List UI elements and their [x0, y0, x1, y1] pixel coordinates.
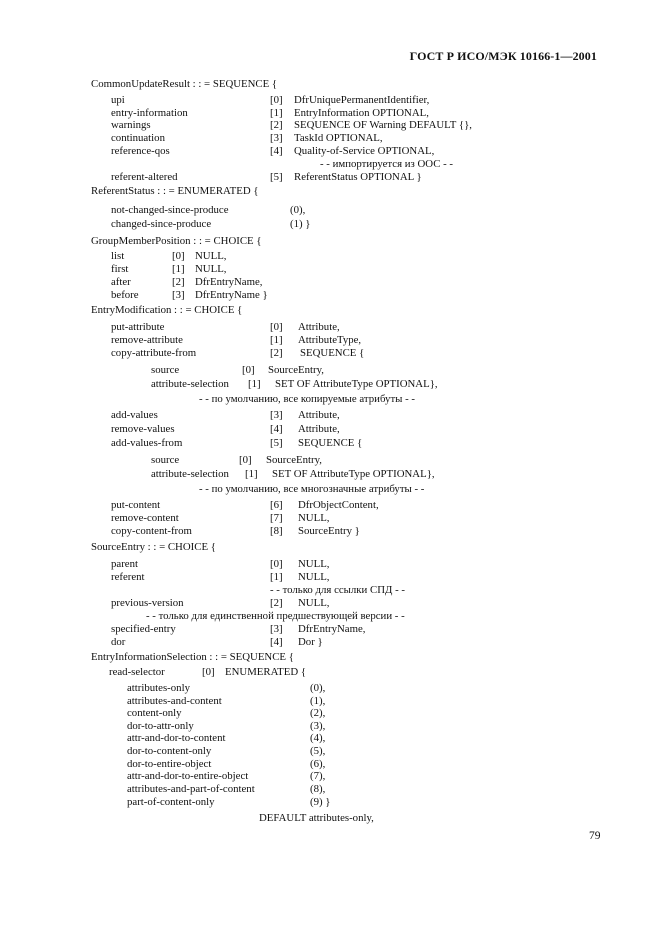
component-type: NULL,	[195, 263, 227, 275]
component-tag: [0]	[270, 321, 283, 333]
component-name: before	[111, 289, 139, 301]
component-tag: [5]	[270, 171, 283, 183]
component-type: EntryInformation OPTIONAL,	[294, 107, 429, 119]
enum-number: (0),	[290, 204, 306, 216]
asn1-comment: - - импортируется из ООС - -	[320, 158, 453, 170]
component-type: Attribute,	[298, 321, 340, 333]
enum-name: changed-since-produce	[111, 218, 212, 230]
enum-name: dor-to-content-only	[127, 745, 212, 757]
component-type: DfrUniquePermanentIdentifier,	[294, 94, 430, 106]
asn1-comment: - - только для ссылки СПД - -	[270, 584, 405, 596]
component-type: ReferentStatus OPTIONAL }	[294, 171, 422, 183]
page-header-standard-id: ГОСТ Р ИСО/МЭК 10166-1—2001	[409, 49, 597, 63]
component-line	[151, 454, 322, 467]
enum-value-line	[127, 745, 326, 758]
enum-name: attributes-only	[127, 682, 190, 694]
component-line	[111, 571, 330, 584]
component-name: source	[151, 364, 180, 376]
component-line	[111, 409, 340, 422]
component-type: SET OF AttributeType OPTIONAL},	[272, 468, 435, 480]
component-tag: [1]	[172, 263, 185, 275]
component-name: put-content	[111, 499, 161, 511]
component-tag: [2]	[270, 597, 283, 609]
component-line	[111, 145, 435, 158]
enum-value-line	[111, 218, 311, 231]
component-tag: [2]	[270, 119, 283, 131]
component-name: copy-content-from	[111, 525, 192, 537]
enum-name: attributes-and-part-of-content	[127, 783, 255, 795]
component-name: list	[111, 250, 125, 262]
component-line	[151, 378, 438, 391]
component-type: AttributeType,	[298, 334, 362, 346]
enum-number: (5),	[310, 745, 326, 757]
component-name: entry-information	[111, 107, 188, 119]
component-tag: [1]	[245, 468, 258, 480]
enum-name: dor-to-entire-object	[127, 758, 212, 770]
component-line	[111, 171, 422, 184]
component-line	[111, 437, 363, 450]
component-type: ENUMERATED {	[225, 666, 307, 678]
component-line	[111, 636, 323, 649]
enum-number: (7),	[310, 770, 326, 782]
component-name: remove-content	[111, 512, 179, 524]
component-name: copy-attribute-from	[111, 347, 197, 359]
component-tag: [5]	[270, 437, 283, 449]
enum-name: part-of-content-only	[127, 796, 215, 808]
component-tag: [3]	[270, 623, 283, 635]
component-name: specified-entry	[111, 623, 176, 635]
component-type: Dor }	[298, 636, 323, 648]
component-line	[151, 468, 435, 481]
enum-value-line	[127, 770, 326, 783]
enum-name: not-changed-since-produce	[111, 204, 229, 216]
component-name: put-attribute	[111, 321, 165, 333]
component-line	[111, 347, 365, 360]
component-type: NULL,	[298, 571, 330, 583]
component-line	[111, 423, 340, 436]
component-tag: [6]	[270, 499, 283, 511]
type-definition: EntryModification : : = CHOICE {	[91, 304, 243, 316]
component-type: Attribute,	[298, 409, 340, 421]
enum-number: (1),	[310, 695, 326, 707]
component-line	[111, 250, 227, 263]
component-tag: [0]	[270, 94, 283, 106]
component-line	[111, 597, 330, 610]
enum-number: (6),	[310, 758, 326, 770]
component-type: DfrEntryName,	[195, 276, 263, 288]
component-line	[111, 499, 379, 512]
component-line	[111, 525, 360, 538]
component-type: DfrObjectContent,	[298, 499, 379, 511]
component-tag: [7]	[270, 512, 283, 524]
component-tag: [0]	[242, 364, 255, 376]
enum-value-line	[127, 707, 326, 720]
component-tag: [4]	[270, 636, 283, 648]
component-type: SEQUENCE OF Warning DEFAULT {},	[294, 119, 472, 131]
enum-name: content-only	[127, 707, 182, 719]
component-type: TaskId OPTIONAL,	[294, 132, 383, 144]
component-name: attribute-selection	[151, 468, 229, 480]
enum-number: (9) }	[310, 796, 331, 808]
component-line	[109, 666, 307, 679]
component-type: SourceEntry,	[268, 364, 324, 376]
enum-number: (2),	[310, 707, 326, 719]
component-type: SET OF AttributeType OPTIONAL},	[275, 378, 438, 390]
component-name: upi	[111, 94, 125, 106]
component-tag: [2]	[270, 347, 283, 359]
component-type: SEQUENCE {	[298, 437, 363, 449]
type-definition: CommonUpdateResult : : = SEQUENCE {	[91, 78, 278, 90]
component-line	[111, 289, 268, 302]
component-line	[111, 132, 383, 145]
enum-name: dor-to-attr-only	[127, 720, 194, 732]
component-tag: [0]	[239, 454, 252, 466]
enum-name: attr-and-dor-to-entire-object	[127, 770, 249, 782]
component-tag: [1]	[248, 378, 261, 390]
component-line	[111, 94, 430, 107]
type-definition: GroupMemberPosition : : = CHOICE {	[91, 235, 262, 247]
default-clause: DEFAULT attributes-only,	[259, 812, 374, 824]
component-name: source	[151, 454, 180, 466]
asn1-comment: - - по умолчанию, все многозначные атрибуты - -	[199, 483, 425, 495]
enum-value-line	[127, 732, 326, 745]
component-name: parent	[111, 558, 138, 570]
component-name: add-values-from	[111, 437, 183, 449]
component-name: remove-attribute	[111, 334, 183, 346]
component-name: reference-qos	[111, 145, 170, 157]
component-line	[111, 321, 340, 334]
component-name: attribute-selection	[151, 378, 229, 390]
component-tag: [0]	[270, 558, 283, 570]
asn1-comment: - - по умолчанию, все копируемые атрибуты - -	[199, 393, 416, 405]
component-line	[111, 623, 366, 636]
component-line	[111, 119, 472, 132]
component-line	[111, 512, 330, 525]
type-definition: EntryInformationSelection : : = SEQUENCE {	[91, 651, 294, 663]
component-type: SEQUENCE {	[300, 347, 365, 359]
component-type: SourceEntry }	[298, 525, 360, 537]
enum-value-line	[127, 796, 331, 809]
component-type: NULL,	[298, 558, 330, 570]
enum-number: (8),	[310, 783, 326, 795]
enum-value-line	[127, 682, 326, 695]
component-type: DfrEntryName }	[195, 289, 268, 301]
page-number: 79	[589, 830, 601, 842]
enum-value-line	[127, 783, 326, 796]
enum-number: (0),	[310, 682, 326, 694]
component-tag: [3]	[270, 132, 283, 144]
component-tag: [0]	[172, 250, 185, 262]
component-tag: [4]	[270, 423, 283, 435]
type-definition: SourceEntry : : = CHOICE {	[91, 541, 216, 553]
component-name: referent-altered	[111, 171, 178, 183]
component-tag: [1]	[270, 571, 283, 583]
enum-name: attr-and-dor-to-content	[127, 732, 226, 744]
component-type: NULL,	[195, 250, 227, 262]
component-type: Attribute,	[298, 423, 340, 435]
component-tag: [4]	[270, 145, 283, 157]
component-name: referent	[111, 571, 145, 583]
component-name: first	[111, 263, 129, 275]
component-name: after	[111, 276, 131, 288]
component-tag: [0]	[202, 666, 215, 678]
enum-number: (1) }	[290, 218, 311, 230]
enum-number: (3),	[310, 720, 326, 732]
component-type: Quality-of-Service OPTIONAL,	[294, 145, 435, 157]
component-type: NULL,	[298, 597, 330, 609]
component-line	[151, 364, 324, 377]
component-type: DfrEntryName,	[298, 623, 366, 635]
component-name: warnings	[111, 119, 151, 131]
type-definition: ReferentStatus : : = ENUMERATED {	[91, 185, 259, 197]
component-type: NULL,	[298, 512, 330, 524]
asn1-comment: - - только для единственной предшествующей версии - -	[146, 610, 405, 622]
component-tag: [3]	[172, 289, 185, 301]
component-name: previous-version	[111, 597, 184, 609]
component-name: read-selector	[109, 666, 165, 678]
component-type: SourceEntry,	[266, 454, 322, 466]
component-line	[111, 276, 263, 289]
component-line	[111, 334, 362, 347]
component-name: remove-values	[111, 423, 175, 435]
component-tag: [2]	[172, 276, 185, 288]
component-name: dor	[111, 636, 126, 648]
component-tag: [1]	[270, 334, 283, 346]
component-name: continuation	[111, 132, 165, 144]
component-line	[111, 263, 227, 276]
enum-number: (4),	[310, 732, 326, 744]
component-tag: [3]	[270, 409, 283, 421]
component-tag: [8]	[270, 525, 283, 537]
component-tag: [1]	[270, 107, 283, 119]
component-name: add-values	[111, 409, 158, 421]
enum-name: attributes-and-content	[127, 695, 222, 707]
enum-value-line	[111, 204, 306, 217]
component-line	[111, 558, 330, 571]
